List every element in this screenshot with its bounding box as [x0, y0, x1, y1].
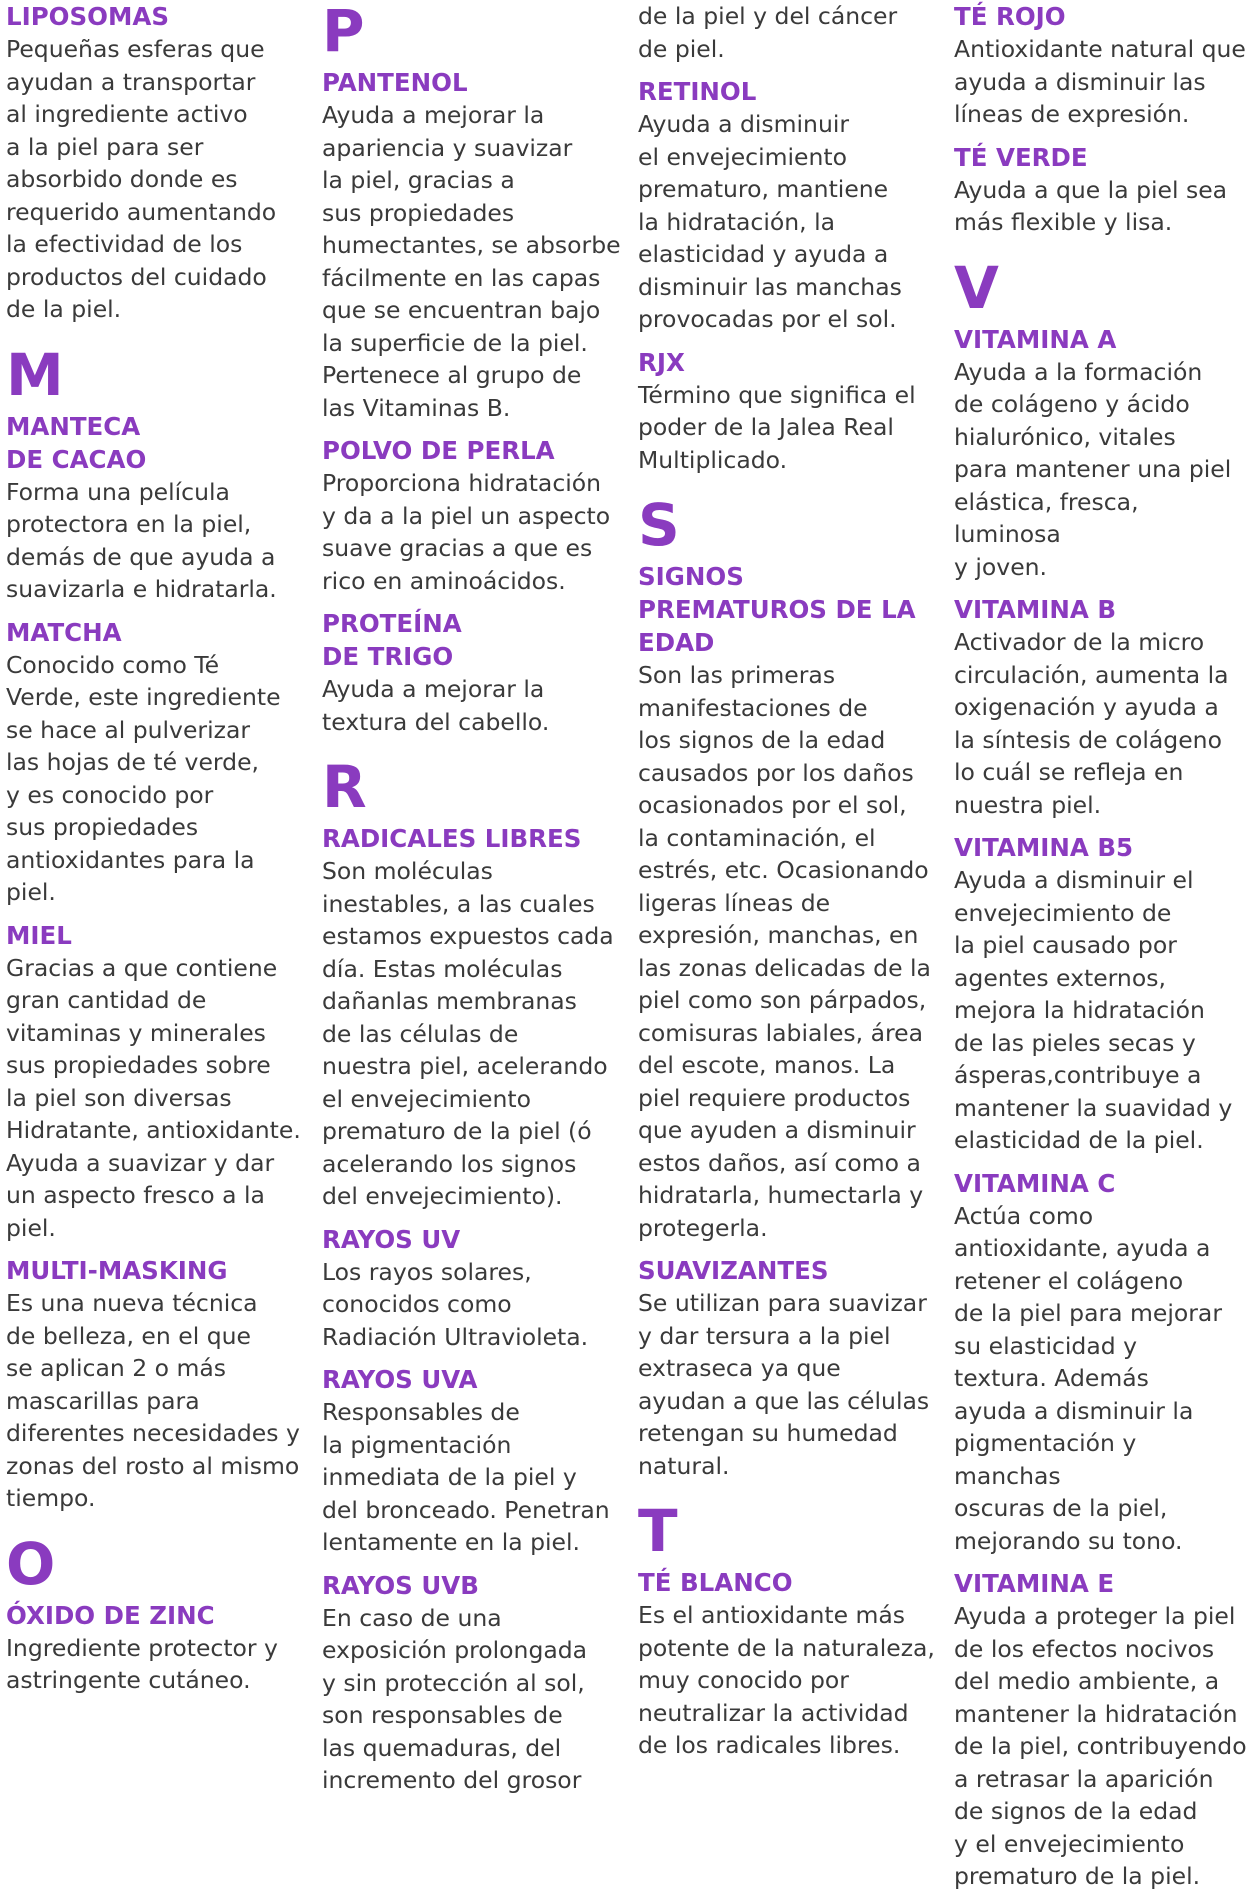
entry-definition: Término que significa el poder de la Jalea Real Multiplicado. [638, 380, 916, 474]
entry-definition: Los rayos solares, conocidos como Radiación Ultravioleta. [322, 1257, 589, 1351]
entry-term: RAYOS UVB [322, 1570, 479, 1600]
entry-term: RJX [638, 347, 685, 377]
entry-term: RETINOL [638, 77, 757, 106]
glossary-entry [954, 141, 1250, 239]
entry-definition: Son las primeras manifestaciones de los signos de la edad causados por los daños ocasionados por el sol, la contaminación, el estrés, etc. Ocasionando ligeras líneas de expresión, manchas, en las zonas delicadas de la piel como son párpados, comisuras labiales, área del escote, manos. La piel requiere productos que ayuden a disminuir estos daños, así como a hidratarla, humectarla y protegerla. [638, 661, 931, 1242]
glossary-entry [6, 410, 308, 606]
entry-definition: Gracias a que contiene gran cantidad de vitaminas y minerales sus propiedades sobre la piel son diversas Hidratante, antioxidante. Ayuda a suavizar y dar un aspecto fresco a la piel. [6, 953, 301, 1242]
section-letter: O [6, 1529, 56, 1598]
entry-definition: Forma una película protectora en la piel, demás de que ayuda a suavizarla e hidratarla. [6, 477, 277, 603]
glossary-entry [638, 560, 940, 1244]
entry-term: MANTECA DE CACAO [6, 411, 147, 474]
entry-definition: Proporciona hidratación y da a la piel un aspecto suave gracias a que es rico en aminoácidos. [322, 469, 611, 595]
glossary-entry [6, 919, 308, 1245]
entry-definition: Se utilizan para suavizar y dar tersura a la piel extraseca ya que ayudan a que las células retengan su humedad natural. [638, 1289, 930, 1480]
entry-term: MATCHA [6, 617, 122, 647]
section-letter: S [638, 491, 680, 559]
entry-definition: Antioxidante natural que ayuda a disminuir las líneas de expresión. [954, 35, 1246, 128]
entry-definition: Ayuda a proteger la piel de los efectos nocivos del medio ambiente, a mantener la hidratación de la piel, contribuyendo a retrasar la aparición de signos de la edad y el envejecimiento prematuro de la piel. [954, 1602, 1247, 1890]
glossary-column [322, 0, 624, 1807]
glossary-entry [954, 593, 1250, 821]
entry-term: MIEL [6, 920, 72, 950]
entry-term: RAYOS UVA [322, 1365, 478, 1394]
entry-definition: Es el antioxidante más potente de la naturaleza, muy conocido por neutralizar la actividad de los radicales libres. [638, 1601, 935, 1759]
glossary-column [638, 0, 940, 1772]
entry-definition: En caso de una exposición prolongada y sin protección al sol, son responsables de las quemaduras, del incremento del grosor [322, 1603, 588, 1794]
entry-definition: Ingrediente protector y astringente cutáneo. [6, 1633, 278, 1694]
entry-term: VITAMINA B5 [954, 833, 1134, 862]
entry-definition: Responsables de la pigmentación inmediata de la piel y del bronceado. Penetran lentamente en la piel. [322, 1398, 610, 1556]
section-letter: P [322, 0, 365, 65]
entry-definition: Ayuda a disminuir el envejecimiento prematuro, mantiene la hidratación, la elasticidad y ayuda a disminuir las manchas provocadas por el sol. [638, 110, 902, 333]
section-letter: V [954, 253, 999, 322]
glossary-entry [638, 0, 940, 65]
section-letter: M [6, 340, 64, 409]
entry-definition: Ayuda a mejorar la apariencia y suavizar la piel, gracias a sus propiedades humectantes, se absorbe fácilmente en las capas que se encuentran bajo la superficie de la piel. Pertenece al grupo de las Vitaminas B. [322, 101, 621, 422]
glossary-entry [322, 607, 624, 738]
glossary-entry [6, 616, 308, 909]
entry-definition: Actúa como antioxidante, ayuda a retener el colágeno de la piel para mejorar su elasticidad y textura. Además ayuda a disminuir la pigmentación y manchas oscuras de la piel, mejorando su tono. [954, 1201, 1222, 1555]
entry-term: TÉ ROJO [954, 2, 1066, 31]
entry-definition: Pequeñas esferas que ayudan a transportar al ingrediente activo a la piel para ser absorbido donde es requerido aumentando la efectividad de los productos del cuidado de la piel. [6, 35, 277, 323]
glossary-entry [322, 1223, 624, 1354]
glossary-entry [322, 66, 624, 424]
entry-definition: de la piel y del cáncer de piel. [638, 2, 898, 63]
glossary-entry [954, 0, 1250, 131]
glossary-entry [6, 1254, 308, 1515]
entry-term: RAYOS UV [322, 1224, 461, 1254]
glossary-entry [954, 1167, 1250, 1558]
entry-definition: Ayuda a mejorar la textura del cabello. [322, 675, 550, 736]
glossary-entry [638, 75, 940, 336]
glossary-entry [322, 1363, 624, 1559]
entry-term: MULTI-MASKING [6, 1256, 228, 1285]
entry-definition: Activador de la micro circulación, aumenta la oxigenación y ayuda a la síntesis de colágeno lo cuál se refleja en nuestra piel. [954, 628, 1229, 819]
entry-term: VITAMINA E [954, 1569, 1115, 1598]
entry-term: PROTEÍNA DE TRIGO [322, 609, 462, 671]
entry-term: SUAVIZANTES [638, 1256, 829, 1285]
glossary-column [954, 0, 1250, 1903]
glossary-entry [322, 434, 624, 597]
glossary-entry [954, 323, 1250, 584]
entry-definition: Son moléculas inestables, a las cuales estamos expuestos cada día. Estas moléculas dañanlas membranas de las células de nuestra piel, acelerando el envejecimiento prematuro de la piel (ó acelerando los signos del envejecimiento). [322, 857, 614, 1210]
entry-definition: Ayuda a la formación de colágeno y ácido hialurónico, vitales para mantener una piel elástica, fresca, luminosa y joven. [954, 357, 1232, 581]
entry-term: ÓXIDO DE ZINC [6, 1600, 215, 1630]
entry-term: TÉ VERDE [954, 142, 1088, 172]
glossary-entry [6, 1599, 308, 1697]
entry-term: POLVO DE PERLA [322, 436, 555, 465]
entry-term: PANTENOL [322, 68, 468, 97]
glossary-column [6, 0, 308, 1707]
section-letter: R [322, 753, 367, 821]
glossary-entry [6, 0, 308, 326]
glossary-entry [322, 822, 624, 1213]
glossary-entry [954, 831, 1250, 1157]
glossary-entry [638, 1566, 940, 1762]
glossary-entry [322, 1569, 624, 1797]
entry-term: VITAMINA A [954, 324, 1117, 354]
entry-term: TÉ BLANCO [638, 1568, 793, 1597]
entry-term: VITAMINA C [954, 1168, 1116, 1198]
entry-term: RADICALES LIBRES [322, 824, 582, 853]
glossary-entry [638, 346, 940, 477]
entry-definition: Conocido como Té Verde, este ingrediente se hace al pulverizar las hojas de té verde, y es conocido por sus propiedades antioxidantes para la piel. [6, 650, 281, 906]
entry-definition: Ayuda a disminuir el envejecimiento de la piel causado por agentes externos, mejora la hidratación de las pieles secas y ásperas,contribuye a mantener la suavidad y elasticidad de la piel. [954, 866, 1233, 1154]
section-letter: T [638, 1497, 678, 1565]
entry-definition: Ayuda a que la piel sea más flexible y lisa. [954, 175, 1228, 236]
entry-term: VITAMINA B [954, 595, 1117, 624]
entry-term: SIGNOS PREMATUROS DE LA EDAD [638, 562, 916, 657]
entry-term: LIPOSOMAS [6, 2, 169, 31]
entry-definition: Es una nueva técnica de belleza, en el que se aplican 2 o más mascarillas para diferentes necesidades y zonas del rosto al mismo tiempo. [6, 1289, 300, 1512]
glossary-entry [954, 1567, 1250, 1893]
glossary-entry [638, 1254, 940, 1482]
